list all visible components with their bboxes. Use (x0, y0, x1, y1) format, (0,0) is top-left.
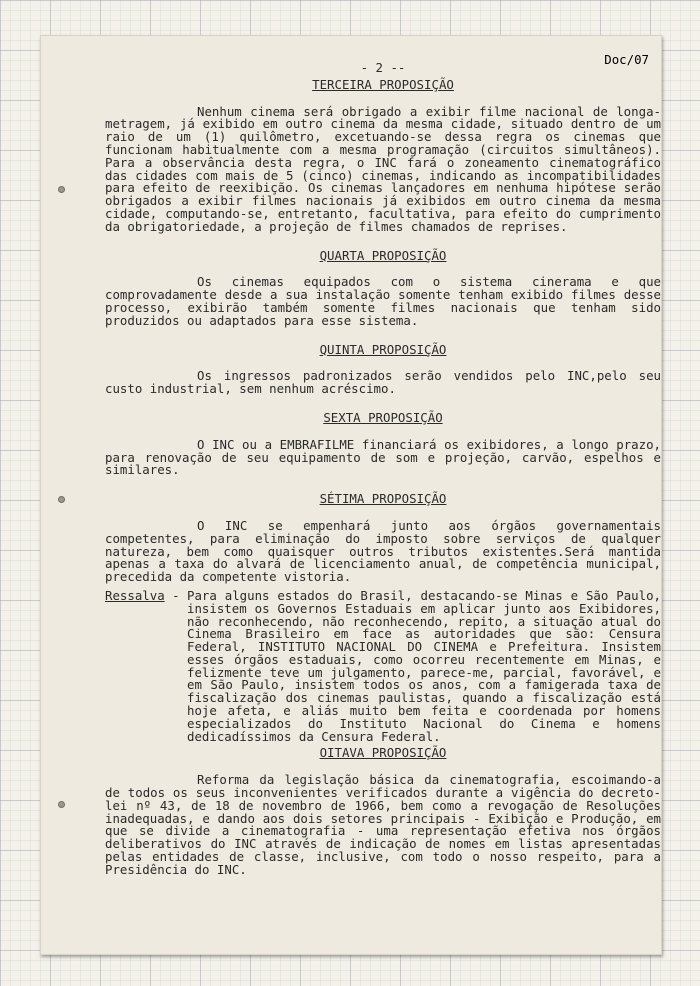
binder-hole (58, 801, 65, 808)
page-number: - 2 -- (360, 62, 406, 75)
ressalva-block (105, 587, 661, 744)
document-page (40, 35, 662, 955)
ressalva-label-text: Ressalva (105, 587, 165, 603)
paragraph-quinta-proposicao: Os ingressos padronizados serão vendidos pelo INC,pelo seu custo industrial, sem nenhum acréscimo. (105, 368, 661, 397)
binder-hole (58, 186, 65, 193)
document-reference: Doc/07 (604, 52, 649, 67)
ressalva-label (105, 587, 183, 744)
ressalva-text: Para alguns estados do Brasil, destacando-se Minas e São Paulo, insistem os Governos Estaduais em aplicar junto aos Exibidores, não reconhecendo, não reconhecendo, repito, a situação atual do Cinema Brasileiro em face as autoridades que são: Censura Federal, INSTITUTO NACIONAL DO CINEMA e Prefeitura. Insistem esses órgãos estaduais, como ocorreu recentemente em Minas, e felizmente teve um julgamento, parece-me, parcial, favorável, e em São Paulo, insistem todos os anos, com a famigerada taxa de fiscalização dos cinemas paulistas, quando a fiscalização está hoje afeta, e aliás muito bem feita e coordenada por homens especializados do Instituto Nacional do Cinema e homens dedicadíssimos da Censura Federal. (187, 587, 661, 744)
binder-hole (58, 496, 65, 503)
heading-terceira-proposicao: TERCEIRA PROPOSIÇÃO (312, 76, 454, 92)
paragraph-setima-proposicao: O INC se empenhará junto aos órgãos governamentais competentes, para eliminação do imposto sobre serviços de qualquer natureza, bem como quaisquer outros tributos existentes.Será mantida apenas a taxa do alvará de licenciamento anual, de competência municipal, precedida da competente vistoria. (105, 517, 661, 585)
paragraph-quarta-proposicao: Os cinemas equipados com o sistema cinerama e que comprovadamente desde a sua instalação somente tenham exibido filmes desse processo, exibirão também somente filmes nacionais que tenham sido produzidos ou adaptados para esse sistema. (105, 274, 661, 328)
heading-quinta-proposicao: QUINTA PROPOSIÇÃO (319, 341, 447, 357)
heading-setima-proposicao: SÉTIMA PROPOSIÇÃO (319, 491, 447, 507)
ressalva-dash: - (164, 587, 180, 603)
heading-sexta-proposicao: SEXTA PROPOSIÇÃO (323, 409, 443, 425)
paragraph-terceira-proposicao: Nenhum cinema será obrigado a exibir filme nacional de longa-metragem, já exibido em outro cinema da mesma cidade, situado dentro de um raio de um (1) quilômetro, excetuando-se dessa regra os cinemas que funcionam habitualmente com a mesma programação (circuitos simultâneos). Para a observância desta regra, o INC fará o zoneamento cinematográfico das cidades com mais de 5 (cinco) cinemas, indicando as incompatibilidades para efeito de reexibição. Os cinemas lançadores em nenhuma hipótese serão obrigados a exibir filmes nacionais já exibidos em outro cinema da mesma cidade, computando-se, entretanto, facultativa, para efeito do cumprimento da obrigatoriedade, a projeção de filmes chamados de reprises. (105, 103, 661, 234)
document-body (105, 62, 661, 942)
heading-quarta-proposicao: QUARTA PROPOSIÇÃO (319, 247, 447, 263)
heading-oitava-proposicao: OITAVA PROPOSIÇÃO (319, 745, 447, 761)
paragraph-oitava-proposicao: Reforma da legislação básica da cinematografia, escoimando-a de todos os seus inconvenientes verificados durante a vigência do decreto-lei nº 43, de 18 de novembro de 1966, bem como a revogação de Resoluções inadequadas, e dando aos dois setores principais - Exibição e Produção, em que se divide a cinematografia - uma representação efetiva nos órgãos deliberativos do INC através de indicação de nomes em listas apresentadas pelas entidades de classe, inclusive, com todo o nosso respeito, para a Presidência do INC. (105, 772, 661, 877)
paragraph-sexta-proposicao: O INC ou a EMBRAFILME financiará os exibidores, a longo prazo, para renovação de seu equipamento de som e projeção, carvão, espelhos e similares. (105, 436, 661, 478)
